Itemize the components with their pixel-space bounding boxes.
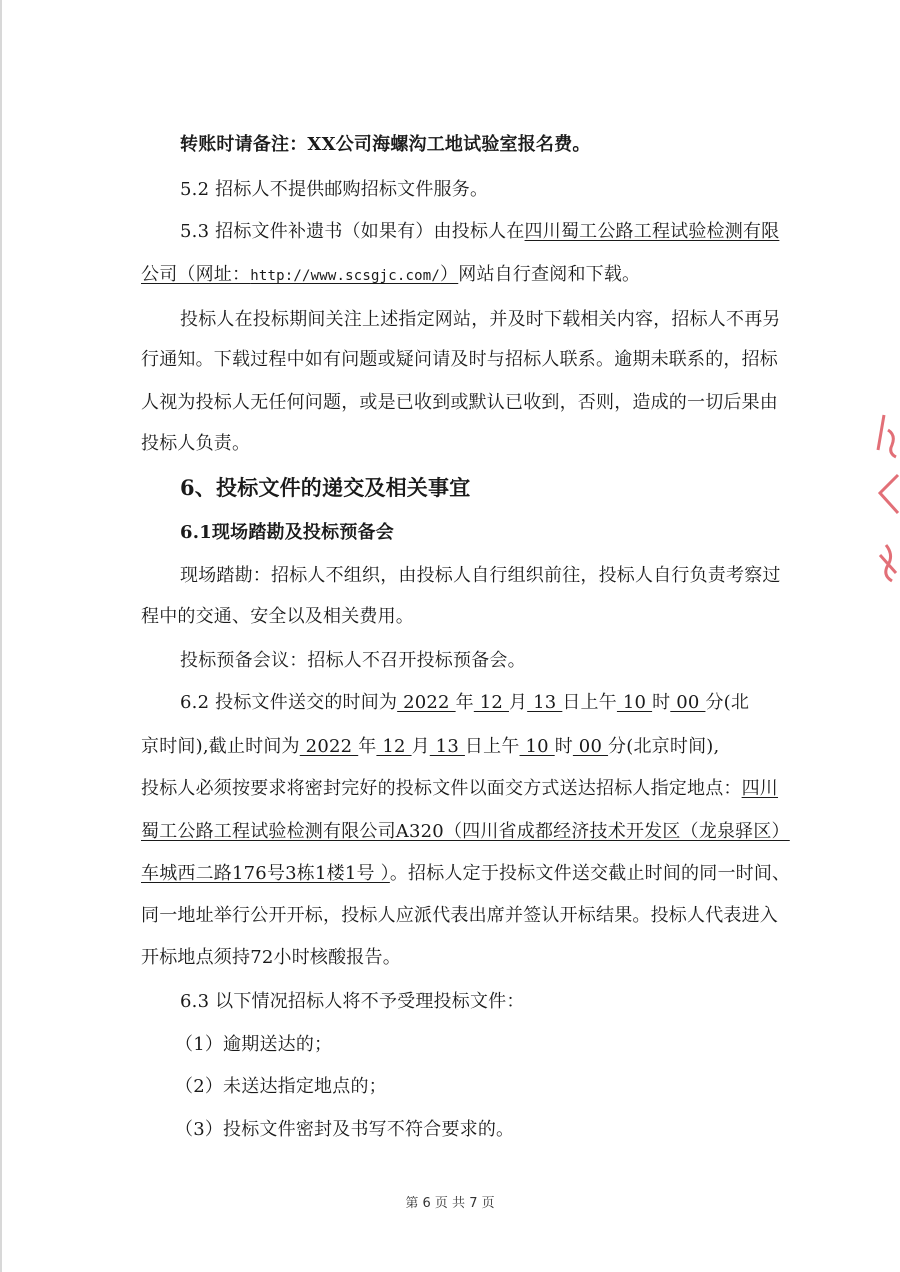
payment-remark: 转账时请备注：XX公司海螺沟工地试验室报名费。 <box>180 134 591 155</box>
year: 2022 <box>397 692 456 713</box>
website-url-link[interactable]: http://www.scsgjc.com/ <box>250 268 441 284</box>
clause-6-2-line2 <box>141 736 719 758</box>
notice-line: 行通知。下载过程中如有问题或疑问请及时与招标人联系。逾期未联系的，招标 <box>141 349 778 370</box>
minute: 00 <box>670 692 706 713</box>
list-item: （1）逾期送达的； <box>175 1034 333 1055</box>
section-6-heading: 6、投标文件的递交及相关事宜 <box>180 475 471 500</box>
clause-5-3-suffix: 网站自行查阅和下载。 <box>458 264 641 285</box>
pre-bid-meeting: 投标预备会议：招标人不召开投标预备会。 <box>180 650 526 671</box>
notice-line: 投标人在投标期间关注上述指定网站，并及时下载相关内容，招标人不再另 <box>180 309 781 330</box>
page-edge <box>0 0 2 1272</box>
clause-6-2-line7: 开标地点须持72小时核酸报告。 <box>141 947 401 968</box>
company-website-label[interactable]: 公司（网址： <box>141 264 251 285</box>
hour: 10 <box>616 692 653 713</box>
text: 月 <box>508 692 528 713</box>
text: 时 <box>554 736 573 757</box>
address: 四川 <box>741 778 779 799</box>
address: 车城西二路176号3栋1楼1号 ） <box>141 863 390 884</box>
address-line: 蜀工公路工程试验检测有限公司A320（四川省成都经济技术开发区（龙泉驿区） <box>141 821 790 842</box>
seal-stamp-fragment <box>858 405 900 595</box>
month: 12 <box>473 692 509 713</box>
website-close-paren[interactable]: ） <box>440 264 459 285</box>
clause-5-3-line1 <box>180 221 779 243</box>
survey-line: 现场踏勘：招标人不组织，由投标人自行组织前往，投标人自行负责考察过 <box>180 565 781 586</box>
text: 6.2 投标文件送交的时间为 <box>180 692 398 713</box>
text: 年 <box>455 692 474 713</box>
list-item: （3）投标文件密封及书写不符合要求的。 <box>175 1119 515 1140</box>
minute: 00 <box>572 736 609 757</box>
list-item: （2）未送达指定地点的； <box>175 1076 387 1097</box>
clause-6-2-line5 <box>141 863 790 885</box>
clause-5-3-prefix: 5.3 招标文件补遗书（如果有）由投标人在 <box>180 221 525 242</box>
section-6-1-heading: 6.1现场踏勘及投标预备会 <box>180 522 394 543</box>
text: 年 <box>358 736 377 757</box>
year: 2022 <box>299 736 359 757</box>
text: 京时间),截止时间为 <box>141 736 300 757</box>
clause-5-2: 5.2 招标人不提供邮购招标文件服务。 <box>180 179 489 200</box>
text: 。招标人定于投标文件送交截止时间的同一时间、 <box>389 863 791 884</box>
notice-line: 人视为投标人无任何问题，或是已收到或默认已收到，否则，造成的一切后果由 <box>141 392 778 413</box>
page-footer: 第 6 页 共 7 页 <box>405 1196 495 1211</box>
clause-6-2-line3 <box>141 778 778 800</box>
day: 13 <box>429 736 465 757</box>
text: 分(北京时间), <box>608 736 720 757</box>
month: 12 <box>376 736 412 757</box>
notice-line: 投标人负责。 <box>141 433 251 454</box>
company-name-link[interactable]: 四川蜀工公路工程试验检测有限 <box>524 221 780 242</box>
day: 13 <box>527 692 563 713</box>
survey-line: 程中的交通、安全以及相关费用。 <box>141 606 414 627</box>
text: 日上午 <box>562 692 617 713</box>
clause-6-2-line1 <box>180 692 749 714</box>
text: 月 <box>411 736 430 757</box>
text: 投标人必须按要求将密封完好的投标文件以面交方式送达招标人指定地点： <box>141 778 742 799</box>
text: 时 <box>652 692 671 713</box>
hour: 10 <box>519 736 555 757</box>
clause-6-2-line6: 同一地址举行公开开标，投标人应派代表出席并签认开标结果。投标人代表进入 <box>141 905 778 926</box>
clause-5-3-line2 <box>141 264 640 287</box>
text: 日上午 <box>464 736 520 757</box>
clause-6-3: 6.3 以下情况招标人将不予受理投标文件： <box>180 991 525 1012</box>
text: 分(北 <box>705 692 750 713</box>
